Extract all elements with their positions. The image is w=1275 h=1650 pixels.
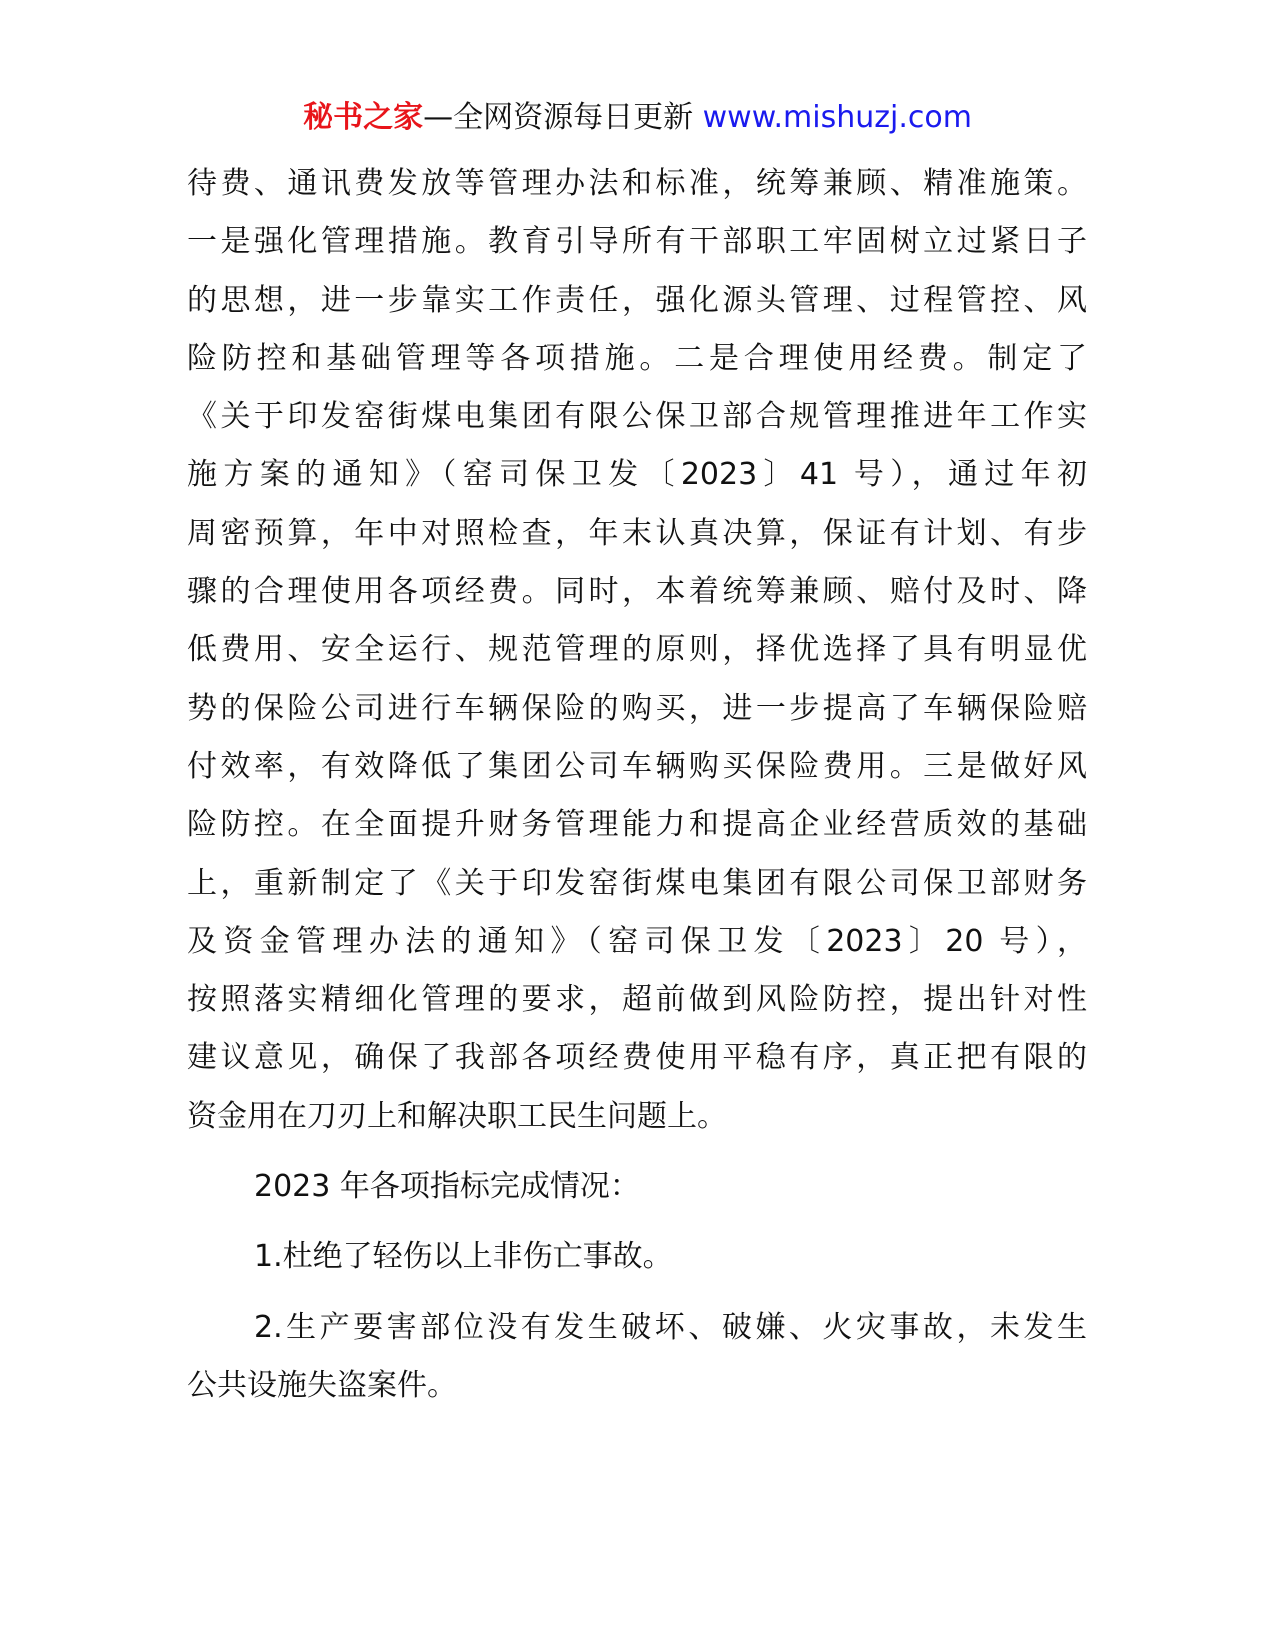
text-line: 骤的合理使用各项经费。同时，本着统筹兼顾、赔付及时、降 — [187, 574, 1087, 610]
text-line: 势的保险公司进行车辆保险的购买，进一步提高了车辆保险赔 — [187, 690, 1087, 726]
site-header — [0, 96, 1275, 140]
text-line: 1.杜绝了轻伤以上非伤亡事故。 — [254, 1239, 673, 1275]
text-line: 险防控。在全面提升财务管理能力和提高企业经营质效的基础 — [187, 807, 1087, 843]
text-line: 施方案的通知》（窑司保卫发〔2023〕41 号），通过年初 — [187, 457, 1087, 493]
text-line: 上，重新制定了《关于印发窑街煤电集团有限公司保卫部财务 — [187, 865, 1087, 901]
paragraph-budget-management — [187, 155, 1087, 1146]
site-url-link[interactable]: www.mishuzj.com — [702, 100, 972, 135]
text-line: 建议意见，确保了我部各项经费使用平稳有序，真正把有限的 — [187, 1040, 1087, 1076]
text-line: 的思想，进一步靠实工作责任，强化源头管理、过程管控、风 — [187, 282, 1087, 318]
text-line: 按照落实精细化管理的要求，超前做到风险防控，提出针对性 — [187, 982, 1087, 1018]
text-line: 2.生产要害部位没有发生破坏、破嫌、火灾事故，未发生 — [254, 1309, 1087, 1345]
text-line: 公共设施失盗案件。 — [187, 1367, 457, 1403]
document-body — [187, 155, 1087, 1415]
text-line: 资金用在刀刃上和解决职工民生问题上。 — [187, 1098, 727, 1134]
brand-name: 秘书之家 — [303, 100, 424, 135]
paragraph-indicator-heading — [187, 1158, 1087, 1216]
header-slogan: —全网资源每日更新 — [423, 100, 694, 135]
text-line: 险防控和基础管理等各项措施。二是合理使用经费。制定了 — [187, 340, 1087, 376]
text-line: 一是强化管理措施。教育引导所有干部职工牢固树立过紧日子 — [187, 224, 1087, 260]
text-line: 周密预算，年中对照检查，年末认真决算，保证有计划、有步 — [187, 515, 1087, 551]
text-line: 《关于印发窑街煤电集团有限公保卫部合规管理推进年工作实 — [187, 399, 1087, 435]
paragraph-indicator-1 — [187, 1228, 1087, 1286]
text-line: 付效率，有效降低了集团公司车辆购买保险费用。三是做好风 — [187, 748, 1087, 784]
paragraph-indicator-2 — [187, 1299, 1087, 1416]
text-line: 及资金管理办法的通知》（窑司保卫发〔2023〕20 号）， — [187, 923, 1087, 959]
text-line: 低费用、安全运行、规范管理的原则，择优选择了具有明显优 — [187, 632, 1087, 668]
text-line: 2023 年各项指标完成情况： — [254, 1169, 640, 1205]
text-line: 待费、通讯费发放等管理办法和标准，统筹兼顾、精准施策。 — [187, 166, 1087, 201]
